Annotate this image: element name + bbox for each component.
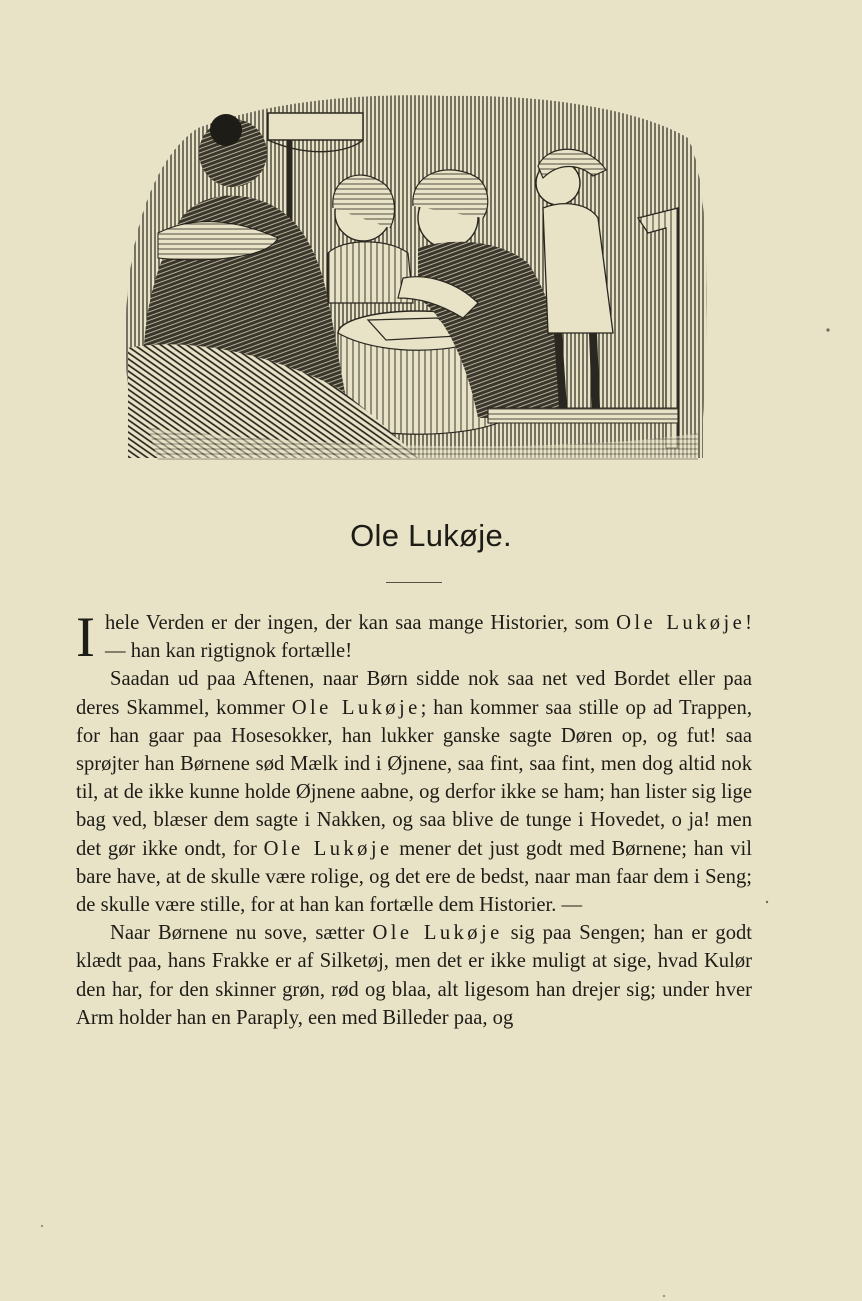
title-divider <box>386 582 442 583</box>
drop-cap: I <box>76 606 95 669</box>
spaced-name: Ole Lukøje <box>263 837 393 860</box>
reading-children-illustration <box>118 88 710 468</box>
body-text <box>76 606 753 1032</box>
spaced-name: Ole Lukøje <box>616 612 746 634</box>
spaced-name: Ole Lukøje <box>372 922 503 945</box>
text-run: Saadan ud paa Aftenen, naar Børn sidde nok saa net ved Bordet eller paa deres Skammel, kommer <box>76 668 752 719</box>
text-run: ! — han kan rigtignok fortælle! <box>104 612 752 663</box>
text-run: hele Verden er der ingen, der kan saa mange Historier, som <box>104 612 617 634</box>
chapter-title: Ole Lukøje. <box>350 518 512 553</box>
paragraph <box>76 919 752 1032</box>
text-run: mener det just godt med Børnene; han vil bare have, at de skulle være rolige, og det ere de bedst, naar man faar dem i Seng; de skulle være stille, for at han kan fortælle dem Historier. — <box>76 837 752 917</box>
text-run: Naar Børnene nu sove, sætter <box>110 922 373 945</box>
paragraph <box>76 606 752 669</box>
text-run: ; han kommer saa stille op ad Trappen, for han gaar paa Hosesokker, han lukker ganske sagte Døren op, og fut! saa sprøjter han Børnene sød Mælk ind i Øjnene, saa fint, saa fint, men dog altid nok til, at de ikke kunne holde Øjnene aabne, og derfor ikke se ham; han lister sig lige bag ved, blæser dem sagte i Nakken, og saa blive de tunge i Hovedet, o ja! men det gør ikke ondt, for <box>76 696 752 860</box>
paragraph <box>76 665 752 919</box>
text-run: sig paa Sengen; han er godt klædt paa, hans Frakke er af Silketøj, men det er ikke muligt at sige, hvad Kulør den har, for den skinner grøn, rød og blaa, alt ligesom han drejer sig; under hver Arm holder han en Paraply, een med Billeder paa, og <box>76 922 753 1029</box>
spaced-name: Ole Lukøje <box>291 696 421 719</box>
